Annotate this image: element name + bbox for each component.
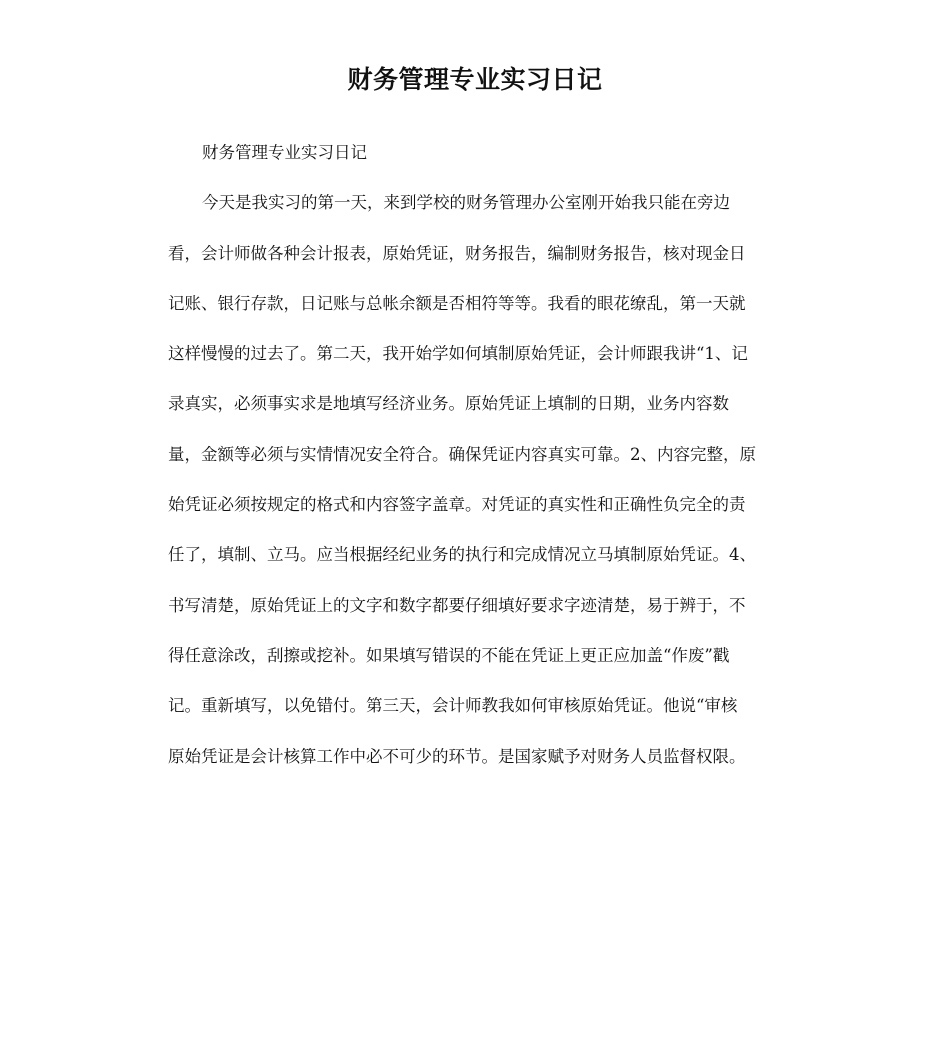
paragraph-line: 记账、银行存款，日记账与总帐余额是否相符等等。我看的眼花缭乱，第一天就 xyxy=(168,293,746,313)
paragraph-line: 书写清楚，原始凭证上的文字和数字都要仔细填好要求字迹清楚，易于辨于，不 xyxy=(168,595,746,615)
paragraph-line: 得任意涂改，刮擦或挖补。如果填写错误的不能在凭证上更正应加盖“作废”戳 xyxy=(168,645,730,665)
paragraph-line: 任了，填制、立马。应当根据经纪业务的执行和完成情况立马填制原始凭证。4、 xyxy=(168,545,756,565)
paragraph-line: 始凭证必须按规定的格式和内容签字盖章。对凭证的真实性和正确性负完全的责 xyxy=(168,495,746,515)
subtitle-line: 财务管理专业实习日记 xyxy=(202,143,367,162)
paragraph-line: 量，金额等必须与实情情况安全符合。确保凭证内容真实可靠。2、内容完整，原 xyxy=(168,444,756,464)
document-title: 财务管理专业实习日记 xyxy=(347,65,603,94)
paragraph-line: 记。重新填写，以免错付。第三天，会计师教我如何审核原始凭证。他说“审核 xyxy=(168,696,738,716)
paragraph-line: 看，会计师做各种会计报表，原始凭证，财务报告，编制财务报告，核对现金日 xyxy=(168,243,746,263)
paragraph-line: 原始凭证是会计核算工作中必不可少的环节。是国家赋予对财务人员监督权限。 xyxy=(168,746,746,766)
paragraph-line: 录真实，必须事实求是地填写经济业务。原始凭证上填制的日期，业务内容数 xyxy=(168,394,729,414)
paragraph-line: 今天是我实习的第一天，来到学校的财务管理办公室刚开始我只能在旁边 xyxy=(202,193,730,213)
paragraph-line: 这样慢慢的过去了。第二天，我开始学如何填制原始凭证，会计师跟我讲“1、记 xyxy=(168,344,748,364)
document-body xyxy=(168,128,780,782)
